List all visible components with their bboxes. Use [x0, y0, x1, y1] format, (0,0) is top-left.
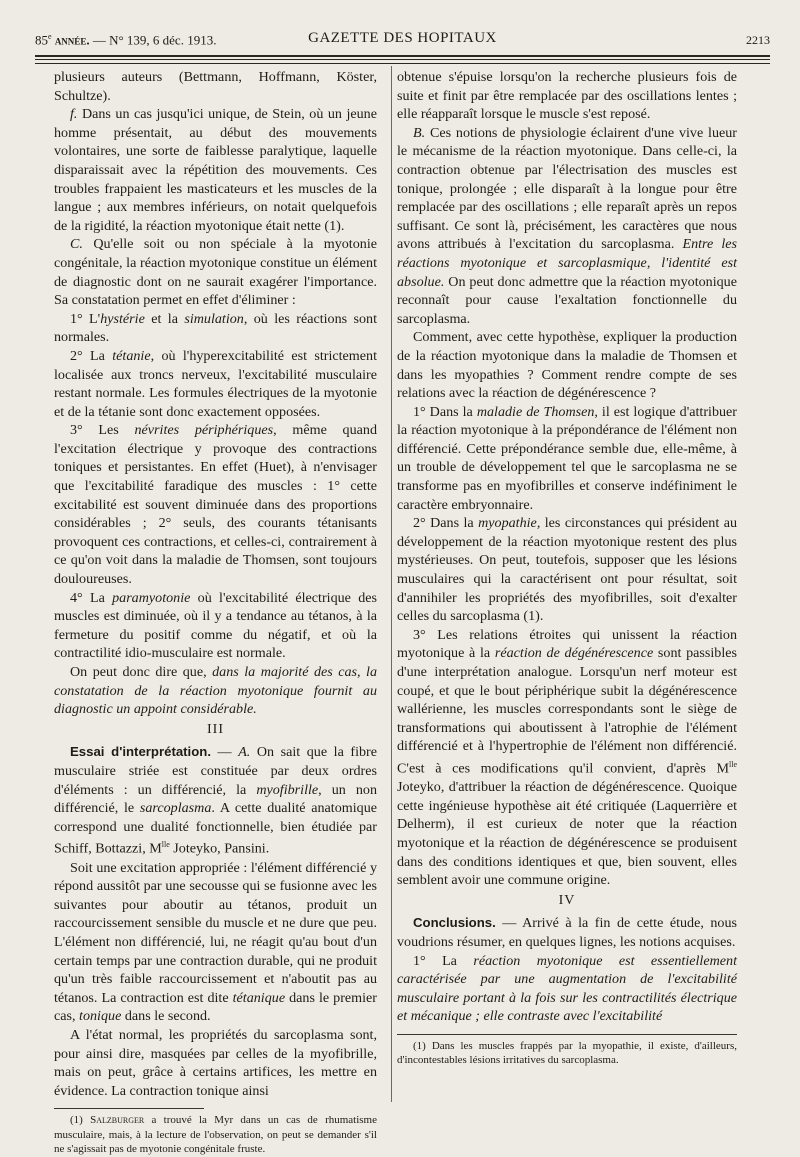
page-number: 2213: [746, 33, 770, 47]
paragraph: C. Qu'elle soit ou non spéciale à la myotonie congénitale, la réaction myotonique constitue un élément de diagnostic dont on ne saurait exagérer l'importance. Sa constatation permet en effet d'éliminer :: [54, 236, 377, 309]
footnote: (1) Dans les muscles frappés par la myopathie, il existe, d'ailleurs, d'incontestables lésions irritatives du sarcoplasma.: [397, 1039, 737, 1067]
left-column: [54, 68, 377, 1157]
header-issue: 85e année. — N° 139, 6 déc. 1913.: [35, 32, 217, 48]
column-divider: [391, 66, 392, 1102]
paragraph: A l'état normal, les propriétés du sarcoplasma sont, pour ainsi dire, masquées par celles de la myofibrille, mais on peut, grâce à certains artifices, les mettre en évidence. La contraction tonique ainsi: [54, 1026, 377, 1099]
paragraph: Soit une excitation appropriée : l'élément différencié y répond aussitôt par une secousse qui se fusionne avec les suivantes pour aboutir au tétanos, produit un raccourcissement sensible du muscle et ne dure que peu. L'élément non différencié, lui, ne réagit qu'au bout d'un certain temps par une contraction durable, qui ne produit qu'un très faible raccourcissement et n'aboutit pas au tétanos. La contraction est dite tétanique dans le premier cas, tonique dans le second.: [54, 859, 377, 1025]
footnote: (1) Salzburger a trouvé la Myr dans un cas de rhumatisme musculaire, mais, à la lecture de l'observation, on peut se demander s'il ne s'agissait pas de myotonie congénitale fruste.: [54, 1114, 377, 1156]
paragraph: Comment, avec cette hypothèse, expliquer la production de la réaction myotonique dans la maladie de Thomsen et dans les myopathies ? Comment rendre compte de ses relations avec la réaction de dégénérescence ?: [397, 329, 737, 402]
paragraph: 3° Les névrites périphériques, même quand l'excitation électrique y provoque des contractions toniques et persistantes. En effet (Huet), à n'envisager que l'excitabilité faradique des muscles : 1° cette excitabilité est souvent diminuée dans des proportions considérables ; 2° seuls, des courants tétanisants provoquent ces contractions, et celles-ci, contrairement à ce qu'on voit dans la maladie de Thomsen, sont toujours douloureuses.: [54, 422, 377, 588]
paragraph: 1° La réaction myotonique est essentiellement caractérisée par une augmentation de l'excitabilité musculaire portant à la fois sur les contractilités électrique et mécanique ; elle contraste avec l'excitabilité: [397, 952, 737, 1025]
paragraph: 2° Dans la myopathie, les circonstances qui président au développement de la réaction myotonique restent des plus mystérieuses. On peut, toutefois, supposer que les lésions musculaires qui la caractérisent ont pour résultat, soit d'annihiler les propriétés des myofibrilles, soit d'exalter celles du sarcoplasma (1).: [397, 515, 737, 625]
footnote-rule: [397, 1034, 737, 1035]
paragraph: 3° Les relations étroites qui unissent la réaction myotonique à la réaction de dégénérescence sont passibles d'une interprétation analogue. Lorsqu'un nerf moteur est coupé, et que le bout périphérique subit la dégénérescence wallérienne, les muscles correspondants sont le siège de transformations qui aboutissent à l'atrophie de l'élément différencié et à l'hypertrophie de l'élément non différencié. C'est à ces modifications qu'il convient, d'après $M^{lle}$ Joteyko, d'attribuer la réaction de dégénérescence. Quoique cette ingénieuse hypothèse ait été critiquée (Laquerrière et Delherm), il est curieux de noter que la réaction myotonique et la réaction de dégénérescence se produisent dans des conditions identiques et que, bien souvent, elles semblent avoir une commune origine.: [397, 626, 738, 889]
paragraph: plusieurs auteurs (Bettmann, Hoffmann, Köster, Schultze).: [54, 69, 377, 104]
paragraph: Essai d'interprétation. — A. On sait que la fibre musculaire striée est constituée par deux ordres d'éléments : un différencié, la myofibrille, un non différencié, le sarcoplasma. A cette dualité anatomique correspond une dualité fonctionnelle, bien étudiée par Schiff, Bottazzi, $M^{lle}$ Joteyko, Pansini.: [54, 744, 377, 858]
paragraph: Conclusions. — Arrivé à la fin de cette étude, nous voudrions résumer, en quelques lignes, les notions acquises.: [397, 915, 737, 950]
header-rule: [35, 63, 770, 64]
section-number: IV: [558, 892, 576, 908]
section-heading: Essai d'interprétation.: [70, 744, 211, 760]
header-rule: [35, 55, 770, 57]
section-number: III: [207, 721, 224, 737]
paragraph: f. Dans un cas jusqu'ici unique, de Stein, où un jeune homme présentait, au début des mouvements volontaires, une sorte de faiblesse paralytique, laquelle disparaissait avec la répétition des mouvements. Ces troubles frappaient les masticateurs et les muscles de la langue ; aux membres inférieurs, on notait quelquefois de la rigidité, la réaction myotonique était nette (1).: [54, 106, 377, 234]
journal-title: GAZETTE DES HOPITAUX: [308, 30, 497, 46]
header-rule: [35, 59, 770, 60]
paragraph: 1° L'hystérie et la simulation, où les réactions sont normales.: [54, 310, 377, 346]
running-header: [35, 30, 770, 54]
paragraph: 4° La paramyotonie où l'excitabilité électrique des muscles est diminuée, où il y a tendance au tétanos, à la fermeture du positif comme du négatif, et où la contractilité idio-musculaire est normale.: [54, 589, 377, 662]
paragraph: B. Ces notions de physiologie éclairent d'une vive lueur le mécanisme de la réaction myotonique. Dans celle-ci, la contraction obtenue par l'électrisation des muscles est tonique, prolongée ; elle disparaît à la longue pour être remplacée par des oscillations ; elle reparaît après un repos suffisant. Ce sont là, précisément, les caractères que nous avons attribués à l'excitation du sarcoplasma. Entre les réactions myotonique et sarcoplasmique, l'identité est absolue. On peut donc admettre que la réaction myotonique reconnaît pour cause l'exaltation fonctionnelle du sarcoplasma.: [397, 124, 737, 327]
footnote-rule: [54, 1108, 204, 1109]
paragraph: On peut donc dire que, dans la majorité des cas, la constatation de la réaction myotonique fournit au diagnostic un appoint considérable.: [54, 664, 377, 718]
paragraph: obtenue s'épuise lorsqu'on la recherche plusieurs fois de suite et finit par être remplacée par des oscillations lentes ; elle réapparaît lorsque le muscle s'est reposé.: [397, 69, 737, 123]
section-heading: Conclusions.: [413, 915, 496, 931]
right-column: [397, 68, 737, 1068]
paragraph: 2° La tétanie, où l'hyperexcitabilité est strictement localisée aux troncs nerveux, l'excitabilité musculaire restant normale. Les formules électriques de la myotonie et de la tétanie sont donc exactement opposées.: [54, 347, 377, 420]
paragraph: 1° Dans la maladie de Thomsen, il est logique d'attribuer la réaction myotonique à la prépondérance de l'élément non différencié. Cette prépondérance semble due, elle-même, à un trouble de développement tel que le sarcoplasma ne se transforme pas en myofibrilles et conserve indéfiniment le caractère embryonnaire.: [397, 403, 737, 513]
